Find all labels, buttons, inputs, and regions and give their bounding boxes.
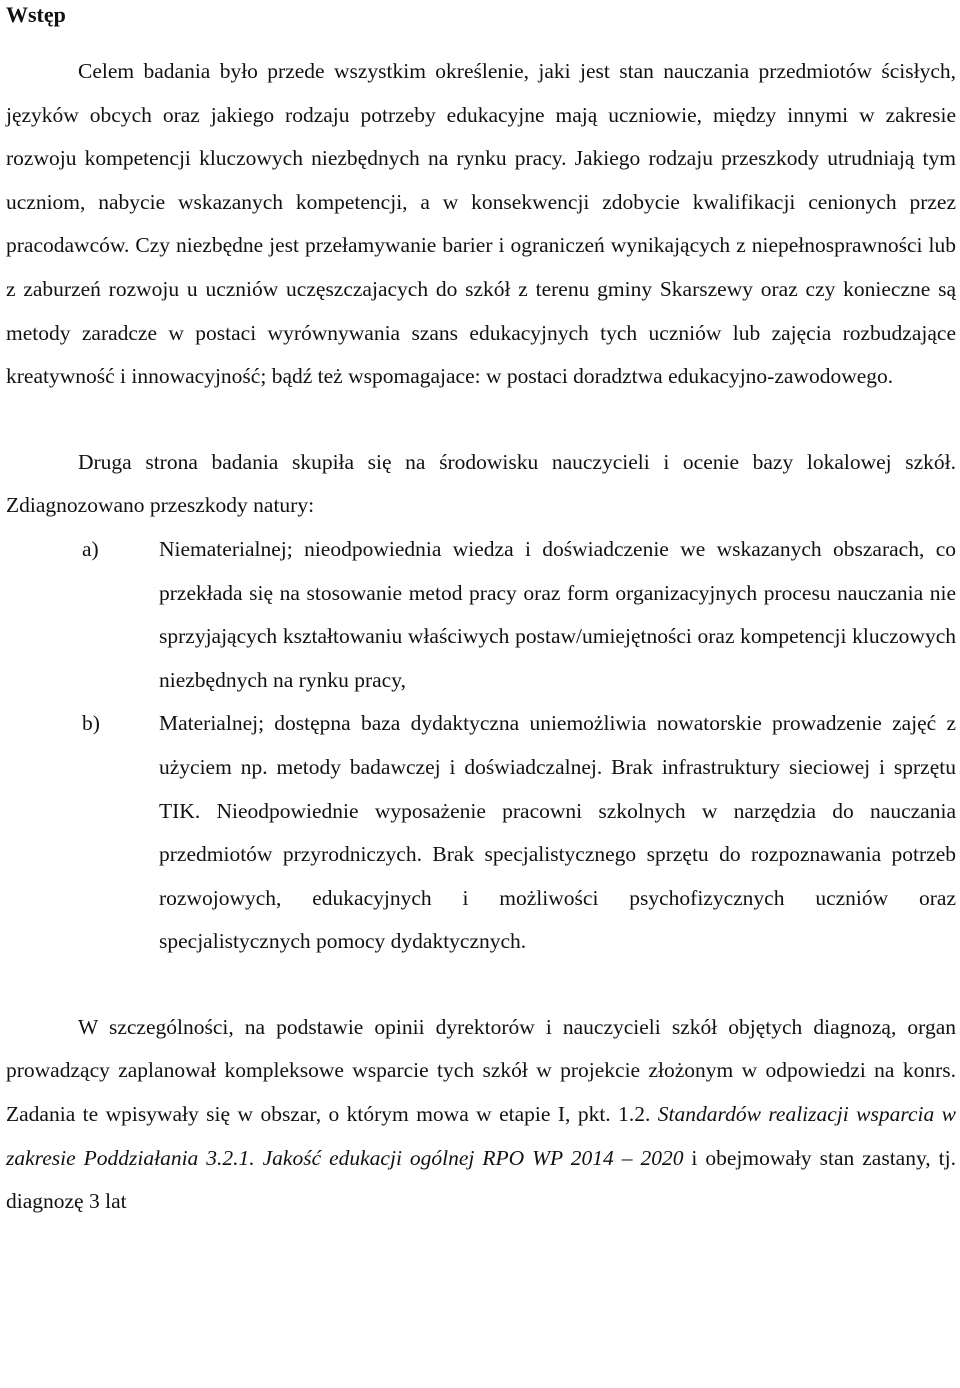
support-paragraph-tail: i obejmowały stan zastany, tj. diagnozę 3 lat xyxy=(6,1145,956,1214)
obstacles-list xyxy=(6,528,956,964)
list-marker: a) xyxy=(82,536,99,561)
document-page xyxy=(6,0,956,1224)
standards-citation: Standardów realizacji wsparcia w zakresie Poddziałania 3.2.1. Jakość edukacji ogólnej RPO WP 2014 – 2020 xyxy=(6,1102,956,1170)
list-item-text: Materialnej; dostępna baza dydaktyczna uniemożliwia nowatorskie prowadzenie zajęć z użyciem np. metody badawczej i doświadczalnej. Brak infrastruktury sieciowej i sprzętu TIK. Nieodpowiednie wyposażenie pracowni szkolnych w narzędzia do nauczania przedmiotów przyrodniczych. Brak specjalistycznego sprzętu do rozpoznawania potrzeb rozwojowych, edukacyjnych i możliwości psychofizycznych uczniów oraz specjalistycznych pomocy dydaktycznych. xyxy=(159,711,956,954)
list-item-material xyxy=(6,702,956,964)
intro-paragraph: Celem badania było przede wszystkim określenie, jaki jest stan nauczania przedmiotów ścisłych, języków obcych oraz jakiego rodzaju potrzeby edukacyjne mają uczniowie, między innymi w zakresie rozwoju kompetencji kluczowych niezbędnych na rynku pracy. Jakiego rodzaju przeszkody utrudniają tym uczniom, nabycie wskazanych kompetencji, a w konsekwencji zdobycie kwalifikacji cenionych przez pracodawców. Czy niezbędne jest przełamywanie barier i ograniczeń wynikających z niepełnosprawności lub z zaburzeń rozwoju u uczniów uczęszczajacych do szkół z terenu gminy Skarszewy oraz czy konieczne są metody zaradcze w postaci wyrównywania szans edukacyjnych tych uczniów lub zajęcia rozbudzające kreatywność i innowacyjność; bądź też wspomagajace: w postaci doradztwa edukacyjno-zawodowego. xyxy=(6,59,956,389)
list-item-text: Niematerialnej; nieodpowiednia wiedza i doświadczenie we wskazanych obszarach, co przekłada się na stosowanie metod pracy oraz form organizacyjnych procesu nauczania nie sprzyjających kształtowaniu właściwych postaw/umiejętności oraz kompetencji kluczowych niezbędnych na rynku pracy, xyxy=(159,536,956,692)
teachers-paragraph: Druga strona badania skupiła się na środowisku nauczycieli i ocenie bazy lokalowej szkół. Zdiagnozowano przeszkody natury: xyxy=(6,449,956,518)
support-paragraph xyxy=(6,1006,956,1224)
section-heading: Wstęp xyxy=(6,2,66,27)
list-item-immaterial xyxy=(6,528,956,702)
support-paragraph-text: W szczególności, na podstawie opinii dyrektorów i nauczycieli szkół objętych diagnozą, organ prowadzący zaplanował kompleksowe wsparcie tych szkół w projekcie złożonym w odpowiedzi na konrs. Zadania te wpisywały się w obszar, o którym mowa w etapie I, pkt. 1.2. xyxy=(6,1014,956,1127)
list-marker: b) xyxy=(82,711,100,736)
